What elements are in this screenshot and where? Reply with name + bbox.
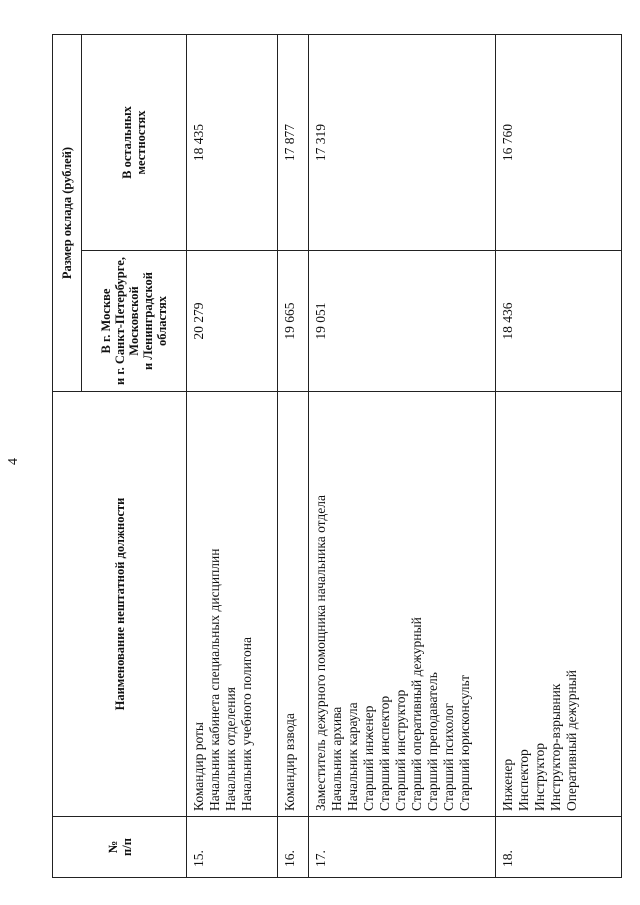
salary-other: 16 760: [496, 35, 622, 251]
position-name: Старший инструктор: [393, 689, 408, 811]
header-moscow-line: В г. Москве: [99, 288, 113, 354]
salary-moscow: 19 665: [278, 251, 309, 392]
position-name: Оперативный дежурный: [564, 670, 579, 811]
position-name: Старший инспектор: [377, 695, 392, 811]
salary-moscow: 18 436: [496, 251, 622, 392]
row-number: 17.: [309, 817, 496, 878]
position-name: Инструктор-взрывник: [548, 683, 563, 811]
position-name: Старший юрисконсульт: [457, 674, 472, 811]
position-name: Начальник отделения: [223, 687, 238, 811]
position-name: Инспектор: [516, 749, 531, 811]
header-moscow-spb: [82, 251, 187, 392]
header-salary-size: [53, 35, 82, 392]
salary-moscow: 20 279: [187, 251, 278, 392]
page-number: 4: [6, 458, 21, 465]
header-position-name: [53, 392, 187, 817]
header-other-line: местностях: [134, 110, 148, 175]
position-name: Начальник учебного полигона: [239, 636, 254, 811]
salary-other: 17 877: [278, 35, 309, 251]
header-moscow-line: и г. Санкт-Петербурге,: [113, 257, 127, 385]
table-row: [278, 35, 309, 878]
table-row: [187, 35, 278, 878]
header-salary-size-label: Размер оклада (рублей): [60, 146, 74, 280]
position-name: Заместитель дежурного помощника начальника отдела: [313, 495, 328, 811]
position-name: Начальник архива: [329, 706, 344, 811]
row-number: 18.: [496, 817, 622, 878]
position-name: Старший инженер: [361, 705, 376, 811]
salary-other: 17 319: [309, 35, 496, 251]
salary-table: [52, 34, 622, 878]
header-moscow-line: Московской: [127, 286, 141, 356]
header-other-regions: [82, 35, 187, 251]
row-position-names: [278, 392, 309, 817]
row-number: 16.: [278, 817, 309, 878]
row-number: 15.: [187, 817, 278, 878]
position-name: Инструктор: [532, 743, 547, 811]
position-name: Командир взвода: [282, 713, 297, 811]
header-number: [53, 817, 187, 878]
header-position-label: Наименование нештатной должности: [112, 497, 127, 711]
position-name: Начальник караула: [345, 702, 360, 811]
salary-other: 18 435: [187, 35, 278, 251]
row-position-names: [187, 392, 278, 817]
table-row: [496, 35, 622, 878]
position-name: Начальник кабинета специальных дисциплин: [207, 548, 222, 811]
position-name: Инженер: [500, 758, 515, 811]
header-moscow-line: и Ленинградской: [141, 272, 155, 370]
position-name: Старший психолог: [441, 702, 456, 811]
row-position-names: [496, 392, 622, 817]
header-other-line: В остальных: [120, 106, 134, 179]
header-number-label: № п/п: [105, 838, 134, 856]
position-name: Старший оперативный дежурный: [409, 617, 424, 811]
table-row: [309, 35, 496, 878]
position-name: Командир роты: [191, 721, 206, 811]
header-moscow-line: областях: [155, 296, 169, 346]
position-name: Старший преподаватель: [425, 672, 440, 811]
salary-moscow: 19 051: [309, 251, 496, 392]
row-position-names: [309, 392, 496, 817]
